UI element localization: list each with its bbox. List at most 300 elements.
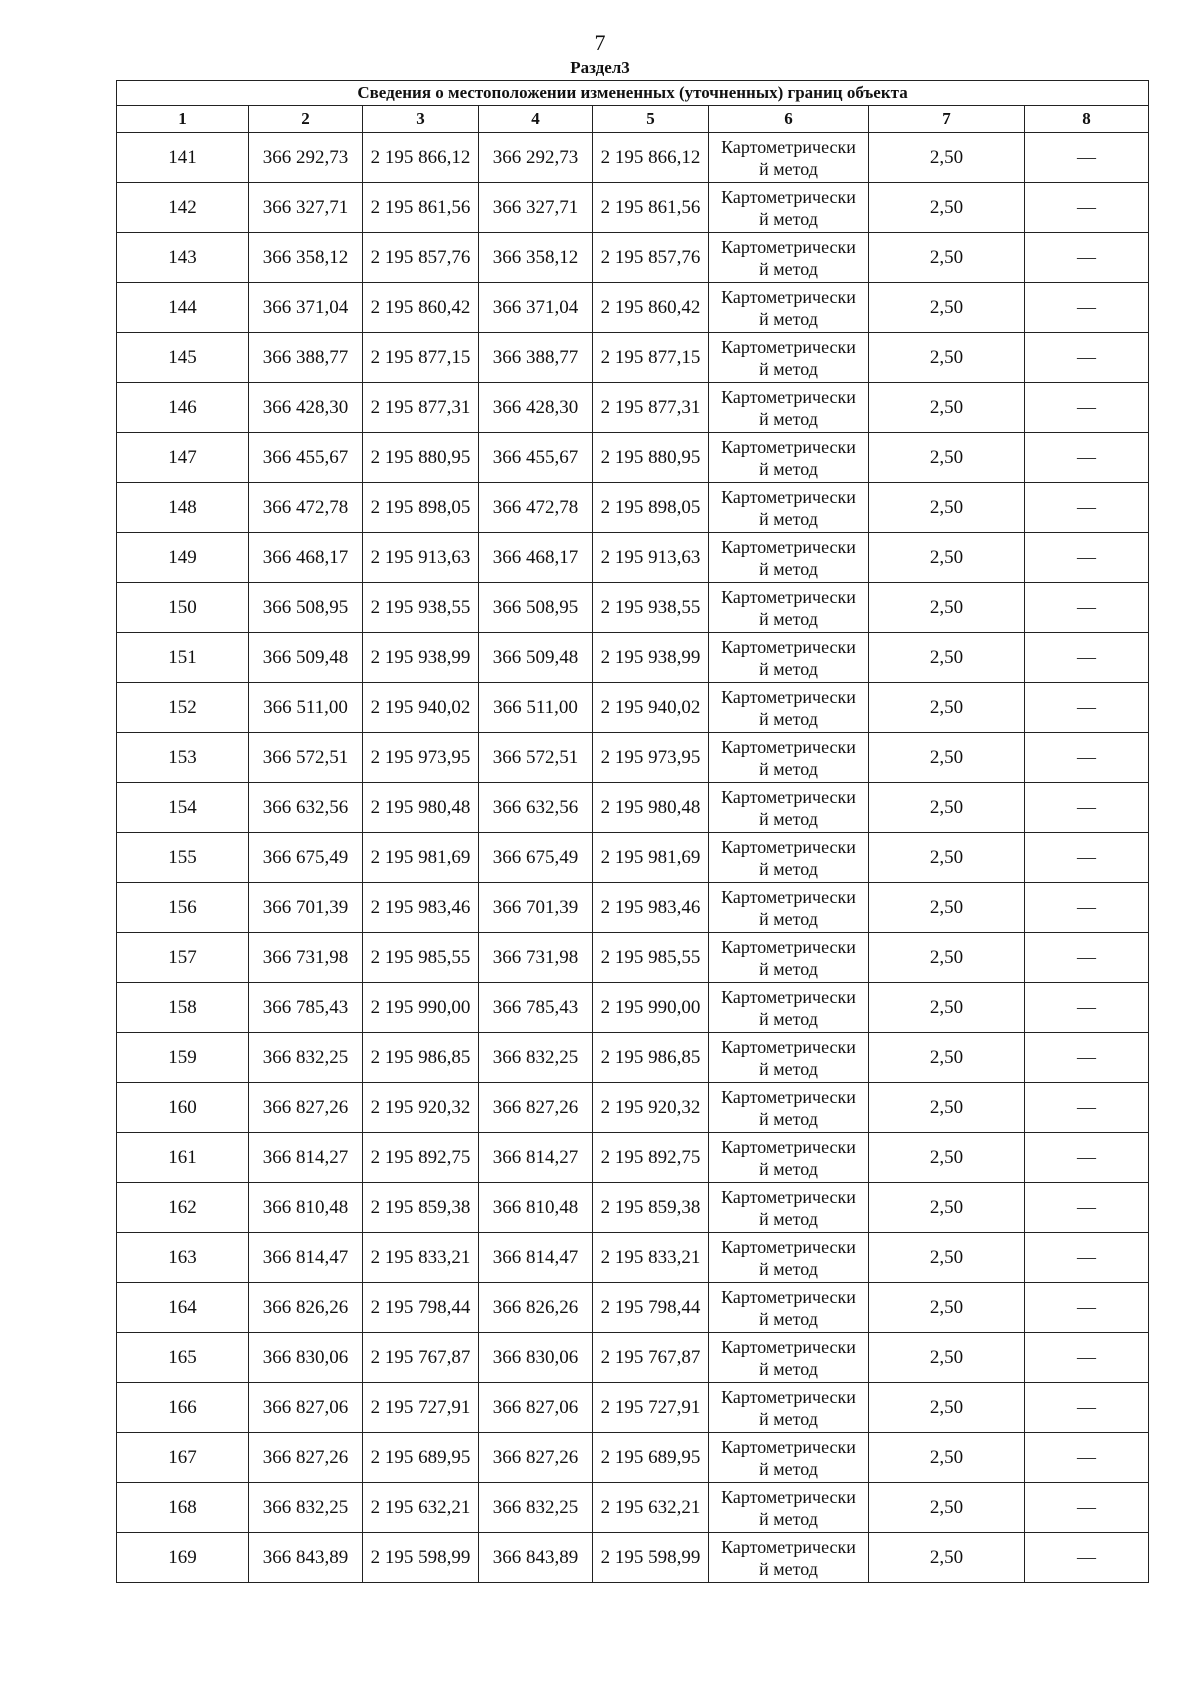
table-row [117, 683, 1149, 733]
point-number-cell: 151 [117, 633, 249, 683]
table-row [117, 233, 1149, 283]
point-number-cell: 158 [117, 983, 249, 1033]
point-number-cell: 148 [117, 483, 249, 533]
x-old-cell: 366 827,06 [249, 1383, 363, 1433]
description-cell: — [1025, 1033, 1149, 1083]
point-number-cell: 159 [117, 1033, 249, 1083]
x-old-cell: 366 388,77 [249, 333, 363, 383]
method-line-2: й метод [759, 408, 818, 429]
table-row [117, 583, 1149, 633]
y-new-cell: 2 195 877,31 [593, 383, 709, 433]
description-cell: — [1025, 533, 1149, 583]
accuracy-cell: 2,50 [869, 1333, 1025, 1383]
description-cell: — [1025, 633, 1149, 683]
y-old-cell: 2 195 861,56 [363, 183, 479, 233]
method-cell [709, 1233, 869, 1283]
table-row [117, 1033, 1149, 1083]
description-cell: — [1025, 283, 1149, 333]
table-row [117, 383, 1149, 433]
accuracy-cell: 2,50 [869, 183, 1025, 233]
method-line-1: Картометрически [721, 1086, 856, 1107]
description-cell: — [1025, 233, 1149, 283]
point-number-cell: 152 [117, 683, 249, 733]
description-cell: — [1025, 983, 1149, 1033]
table-row [117, 1333, 1149, 1383]
x-new-cell: 366 830,06 [479, 1333, 593, 1383]
x-new-cell: 366 388,77 [479, 333, 593, 383]
x-new-cell: 366 511,00 [479, 683, 593, 733]
x-old-cell: 366 511,00 [249, 683, 363, 733]
accuracy-cell: 2,50 [869, 633, 1025, 683]
method-cell [709, 483, 869, 533]
method-cell [709, 1383, 869, 1433]
method-cell [709, 333, 869, 383]
method-cell [709, 533, 869, 583]
x-new-cell: 366 455,67 [479, 433, 593, 483]
y-new-cell: 2 195 833,21 [593, 1233, 709, 1283]
method-line-2: й метод [759, 358, 818, 379]
table-row [117, 433, 1149, 483]
method-line-1: Картометрически [721, 886, 856, 907]
y-old-cell: 2 195 877,15 [363, 333, 479, 383]
method-cell [709, 1433, 869, 1483]
method-line-1: Картометрически [721, 986, 856, 1007]
x-old-cell: 366 785,43 [249, 983, 363, 1033]
accuracy-cell: 2,50 [869, 583, 1025, 633]
x-new-cell: 366 827,26 [479, 1083, 593, 1133]
y-old-cell: 2 195 632,21 [363, 1483, 479, 1533]
x-old-cell: 366 832,25 [249, 1483, 363, 1533]
method-line-1: Картометрически [721, 1236, 856, 1257]
point-number-cell: 144 [117, 283, 249, 333]
method-line-2: й метод [759, 808, 818, 829]
x-old-cell: 366 455,67 [249, 433, 363, 483]
point-number-cell: 146 [117, 383, 249, 433]
method-line-1: Картометрически [721, 1386, 856, 1407]
description-cell: — [1025, 483, 1149, 533]
y-new-cell: 2 195 632,21 [593, 1483, 709, 1533]
x-old-cell: 366 814,47 [249, 1233, 363, 1283]
method-cell [709, 183, 869, 233]
description-cell: — [1025, 433, 1149, 483]
y-new-cell: 2 195 866,12 [593, 133, 709, 183]
x-new-cell: 366 785,43 [479, 983, 593, 1033]
description-cell: — [1025, 1233, 1149, 1283]
table-row [117, 283, 1149, 333]
description-cell: — [1025, 383, 1149, 433]
point-number-cell: 155 [117, 833, 249, 883]
method-line-2: й метод [759, 1358, 818, 1379]
x-new-cell: 366 292,73 [479, 133, 593, 183]
method-line-2: й метод [759, 1258, 818, 1279]
y-old-cell: 2 195 986,85 [363, 1033, 479, 1083]
x-old-cell: 366 832,25 [249, 1033, 363, 1083]
column-header: 2 [249, 106, 363, 133]
method-line-1: Картометрически [721, 686, 856, 707]
method-line-2: й метод [759, 1458, 818, 1479]
accuracy-cell: 2,50 [869, 1283, 1025, 1333]
accuracy-cell: 2,50 [869, 233, 1025, 283]
x-new-cell: 366 675,49 [479, 833, 593, 883]
description-cell: — [1025, 1383, 1149, 1433]
description-cell: — [1025, 883, 1149, 933]
table-body [117, 133, 1149, 1583]
table-row [117, 1433, 1149, 1483]
method-line-1: Картометрически [721, 1536, 856, 1557]
y-old-cell: 2 195 920,32 [363, 1083, 479, 1133]
y-new-cell: 2 195 990,00 [593, 983, 709, 1033]
y-new-cell: 2 195 940,02 [593, 683, 709, 733]
method-line-2: й метод [759, 1108, 818, 1129]
table-row [117, 983, 1149, 1033]
accuracy-cell: 2,50 [869, 1433, 1025, 1483]
y-old-cell: 2 195 940,02 [363, 683, 479, 733]
method-line-2: й метод [759, 908, 818, 929]
x-new-cell: 366 814,47 [479, 1233, 593, 1283]
description-cell: — [1025, 683, 1149, 733]
x-new-cell: 366 827,06 [479, 1383, 593, 1433]
method-line-2: й метод [759, 558, 818, 579]
x-old-cell: 366 292,73 [249, 133, 363, 183]
point-number-cell: 149 [117, 533, 249, 583]
x-old-cell: 366 572,51 [249, 733, 363, 783]
x-old-cell: 366 358,12 [249, 233, 363, 283]
method-line-1: Картометрически [721, 1486, 856, 1507]
table-row [117, 333, 1149, 383]
point-number-cell: 160 [117, 1083, 249, 1133]
x-old-cell: 366 814,27 [249, 1133, 363, 1183]
x-new-cell: 366 358,12 [479, 233, 593, 283]
method-line-2: й метод [759, 1508, 818, 1529]
y-new-cell: 2 195 861,56 [593, 183, 709, 233]
description-cell: — [1025, 1283, 1149, 1333]
point-number-cell: 157 [117, 933, 249, 983]
description-cell: — [1025, 933, 1149, 983]
accuracy-cell: 2,50 [869, 733, 1025, 783]
description-cell: — [1025, 833, 1149, 883]
point-number-cell: 167 [117, 1433, 249, 1483]
y-new-cell: 2 195 859,38 [593, 1183, 709, 1233]
y-old-cell: 2 195 880,95 [363, 433, 479, 483]
accuracy-cell: 2,50 [869, 1133, 1025, 1183]
point-number-cell: 168 [117, 1483, 249, 1533]
table-row [117, 833, 1149, 883]
accuracy-cell: 2,50 [869, 1083, 1025, 1133]
method-cell [709, 983, 869, 1033]
table-row [117, 133, 1149, 183]
accuracy-cell: 2,50 [869, 933, 1025, 983]
x-new-cell: 366 509,48 [479, 633, 593, 683]
y-old-cell: 2 195 898,05 [363, 483, 479, 533]
accuracy-cell: 2,50 [869, 333, 1025, 383]
y-old-cell: 2 195 985,55 [363, 933, 479, 983]
y-old-cell: 2 195 860,42 [363, 283, 479, 333]
y-old-cell: 2 195 767,87 [363, 1333, 479, 1383]
y-old-cell: 2 195 983,46 [363, 883, 479, 933]
x-old-cell: 366 632,56 [249, 783, 363, 833]
method-line-2: й метод [759, 658, 818, 679]
method-line-1: Картометрически [721, 436, 856, 457]
y-new-cell: 2 195 981,69 [593, 833, 709, 883]
table-row [117, 1133, 1149, 1183]
x-old-cell: 366 826,26 [249, 1283, 363, 1333]
y-old-cell: 2 195 727,91 [363, 1383, 479, 1433]
accuracy-cell: 2,50 [869, 1533, 1025, 1583]
method-line-1: Картометрически [721, 236, 856, 257]
x-new-cell: 366 701,39 [479, 883, 593, 933]
method-cell [709, 1083, 869, 1133]
x-old-cell: 366 509,48 [249, 633, 363, 683]
accuracy-cell: 2,50 [869, 1383, 1025, 1433]
method-line-2: й метод [759, 208, 818, 229]
accuracy-cell: 2,50 [869, 883, 1025, 933]
x-old-cell: 366 827,26 [249, 1433, 363, 1483]
x-new-cell: 366 371,04 [479, 283, 593, 333]
x-old-cell: 366 428,30 [249, 383, 363, 433]
description-cell: — [1025, 1433, 1149, 1483]
y-old-cell: 2 195 866,12 [363, 133, 479, 183]
y-new-cell: 2 195 798,44 [593, 1283, 709, 1333]
x-new-cell: 366 832,25 [479, 1033, 593, 1083]
accuracy-cell: 2,50 [869, 833, 1025, 883]
method-line-2: й метод [759, 508, 818, 529]
accuracy-cell: 2,50 [869, 533, 1025, 583]
method-line-1: Картометрически [721, 1136, 856, 1157]
method-line-1: Картометрически [721, 1036, 856, 1057]
y-old-cell: 2 195 857,76 [363, 233, 479, 283]
method-cell [709, 633, 869, 683]
y-old-cell: 2 195 913,63 [363, 533, 479, 583]
x-new-cell: 366 731,98 [479, 933, 593, 983]
table-row [117, 483, 1149, 533]
x-old-cell: 366 472,78 [249, 483, 363, 533]
method-cell [709, 1533, 869, 1583]
table-row [117, 783, 1149, 833]
x-new-cell: 366 832,25 [479, 1483, 593, 1533]
point-number-cell: 143 [117, 233, 249, 283]
x-new-cell: 366 572,51 [479, 733, 593, 783]
point-number-cell: 166 [117, 1383, 249, 1433]
method-line-1: Картометрически [721, 636, 856, 657]
y-old-cell: 2 195 980,48 [363, 783, 479, 833]
column-header: 1 [117, 106, 249, 133]
description-cell: — [1025, 1533, 1149, 1583]
point-number-cell: 153 [117, 733, 249, 783]
column-header: 3 [363, 106, 479, 133]
description-cell: — [1025, 733, 1149, 783]
y-new-cell: 2 195 980,48 [593, 783, 709, 833]
method-line-2: й метод [759, 1208, 818, 1229]
method-line-2: й метод [759, 158, 818, 179]
method-line-2: й метод [759, 258, 818, 279]
description-cell: — [1025, 1333, 1149, 1383]
y-new-cell: 2 195 689,95 [593, 1433, 709, 1483]
table-row [117, 633, 1149, 683]
y-old-cell: 2 195 938,99 [363, 633, 479, 683]
y-old-cell: 2 195 798,44 [363, 1283, 479, 1333]
method-cell [709, 883, 869, 933]
point-number-cell: 147 [117, 433, 249, 483]
method-line-2: й метод [759, 458, 818, 479]
description-cell: — [1025, 133, 1149, 183]
accuracy-cell: 2,50 [869, 1483, 1025, 1533]
method-line-2: й метод [759, 1558, 818, 1579]
description-cell: — [1025, 783, 1149, 833]
y-new-cell: 2 195 880,95 [593, 433, 709, 483]
x-new-cell: 366 827,26 [479, 1433, 593, 1483]
y-old-cell: 2 195 689,95 [363, 1433, 479, 1483]
accuracy-cell: 2,50 [869, 133, 1025, 183]
x-new-cell: 366 468,17 [479, 533, 593, 583]
method-cell [709, 683, 869, 733]
y-old-cell: 2 195 833,21 [363, 1233, 479, 1283]
column-header: 7 [869, 106, 1025, 133]
method-cell [709, 933, 869, 983]
y-new-cell: 2 195 892,75 [593, 1133, 709, 1183]
description-cell: — [1025, 1133, 1149, 1183]
column-header: 6 [709, 106, 869, 133]
x-old-cell: 366 468,17 [249, 533, 363, 583]
method-line-2: й метод [759, 1408, 818, 1429]
description-cell: — [1025, 1083, 1149, 1133]
table-row [117, 933, 1149, 983]
method-cell [709, 283, 869, 333]
method-line-1: Картометрически [721, 336, 856, 357]
table-row [117, 1183, 1149, 1233]
point-number-cell: 154 [117, 783, 249, 833]
method-line-2: й метод [759, 1308, 818, 1329]
method-line-1: Картометрически [721, 186, 856, 207]
method-line-1: Картометрически [721, 386, 856, 407]
y-old-cell: 2 195 990,00 [363, 983, 479, 1033]
point-number-cell: 142 [117, 183, 249, 233]
x-new-cell: 366 814,27 [479, 1133, 593, 1183]
method-line-1: Картометрически [721, 936, 856, 957]
description-cell: — [1025, 1483, 1149, 1533]
x-new-cell: 366 826,26 [479, 1283, 593, 1333]
accuracy-cell: 2,50 [869, 383, 1025, 433]
method-line-1: Картометрически [721, 536, 856, 557]
point-number-cell: 150 [117, 583, 249, 633]
method-line-1: Картометрически [721, 486, 856, 507]
y-new-cell: 2 195 973,95 [593, 733, 709, 783]
method-cell [709, 783, 869, 833]
accuracy-cell: 2,50 [869, 1033, 1025, 1083]
point-number-cell: 161 [117, 1133, 249, 1183]
method-line-2: й метод [759, 1158, 818, 1179]
method-cell [709, 1333, 869, 1383]
y-new-cell: 2 195 986,85 [593, 1033, 709, 1083]
table-row [117, 883, 1149, 933]
y-new-cell: 2 195 938,55 [593, 583, 709, 633]
table-row [117, 1483, 1149, 1533]
y-old-cell: 2 195 877,31 [363, 383, 479, 433]
y-new-cell: 2 195 913,63 [593, 533, 709, 583]
point-number-cell: 165 [117, 1333, 249, 1383]
x-old-cell: 366 827,26 [249, 1083, 363, 1133]
x-new-cell: 366 508,95 [479, 583, 593, 633]
method-cell [709, 833, 869, 883]
description-cell: — [1025, 583, 1149, 633]
point-number-cell: 141 [117, 133, 249, 183]
method-line-1: Картометрически [721, 586, 856, 607]
description-cell: — [1025, 183, 1149, 233]
column-header: 4 [479, 106, 593, 133]
y-new-cell: 2 195 938,99 [593, 633, 709, 683]
point-number-cell: 169 [117, 1533, 249, 1583]
table-row [117, 733, 1149, 783]
x-old-cell: 366 830,06 [249, 1333, 363, 1383]
x-old-cell: 366 508,95 [249, 583, 363, 633]
y-old-cell: 2 195 598,99 [363, 1533, 479, 1583]
point-number-cell: 156 [117, 883, 249, 933]
method-line-1: Картометрически [721, 1186, 856, 1207]
method-cell [709, 133, 869, 183]
method-cell [709, 583, 869, 633]
method-line-1: Картометрически [721, 286, 856, 307]
description-cell: — [1025, 333, 1149, 383]
accuracy-cell: 2,50 [869, 683, 1025, 733]
table-row [117, 1383, 1149, 1433]
method-cell [709, 1483, 869, 1533]
page-number: 7 [594, 30, 606, 55]
x-new-cell: 366 327,71 [479, 183, 593, 233]
x-new-cell: 366 428,30 [479, 383, 593, 433]
method-line-1: Картометрически [721, 1286, 856, 1307]
accuracy-cell: 2,50 [869, 1183, 1025, 1233]
method-cell [709, 1183, 869, 1233]
x-old-cell: 366 371,04 [249, 283, 363, 333]
table-caption: Сведения о местоположении измененных (уточненных) границ объекта [117, 81, 1149, 106]
accuracy-cell: 2,50 [869, 783, 1025, 833]
y-new-cell: 2 195 983,46 [593, 883, 709, 933]
method-line-1: Картометрически [721, 836, 856, 857]
table-row [117, 183, 1149, 233]
x-old-cell: 366 843,89 [249, 1533, 363, 1583]
method-line-1: Картометрически [721, 1436, 856, 1457]
method-line-1: Картометрически [721, 1336, 856, 1357]
method-line-2: й метод [759, 608, 818, 629]
accuracy-cell: 2,50 [869, 433, 1025, 483]
method-line-2: й метод [759, 708, 818, 729]
y-old-cell: 2 195 981,69 [363, 833, 479, 883]
method-line-1: Картометрически [721, 736, 856, 757]
table-row [117, 1233, 1149, 1283]
x-new-cell: 366 810,48 [479, 1183, 593, 1233]
point-number-cell: 162 [117, 1183, 249, 1233]
y-new-cell: 2 195 985,55 [593, 933, 709, 983]
method-cell [709, 1033, 869, 1083]
method-line-2: й метод [759, 1008, 818, 1029]
point-number-cell: 145 [117, 333, 249, 383]
accuracy-cell: 2,50 [869, 283, 1025, 333]
accuracy-cell: 2,50 [869, 483, 1025, 533]
method-cell [709, 733, 869, 783]
method-cell [709, 383, 869, 433]
method-line-2: й метод [759, 858, 818, 879]
y-old-cell: 2 195 973,95 [363, 733, 479, 783]
y-old-cell: 2 195 938,55 [363, 583, 479, 633]
table-row [117, 1533, 1149, 1583]
y-old-cell: 2 195 859,38 [363, 1183, 479, 1233]
method-line-1: Картометрически [721, 136, 856, 157]
method-line-1: Картометрически [721, 786, 856, 807]
table-row [117, 1083, 1149, 1133]
y-new-cell: 2 195 877,15 [593, 333, 709, 383]
x-old-cell: 366 675,49 [249, 833, 363, 883]
method-line-2: й метод [759, 1058, 818, 1079]
point-number-cell: 163 [117, 1233, 249, 1283]
